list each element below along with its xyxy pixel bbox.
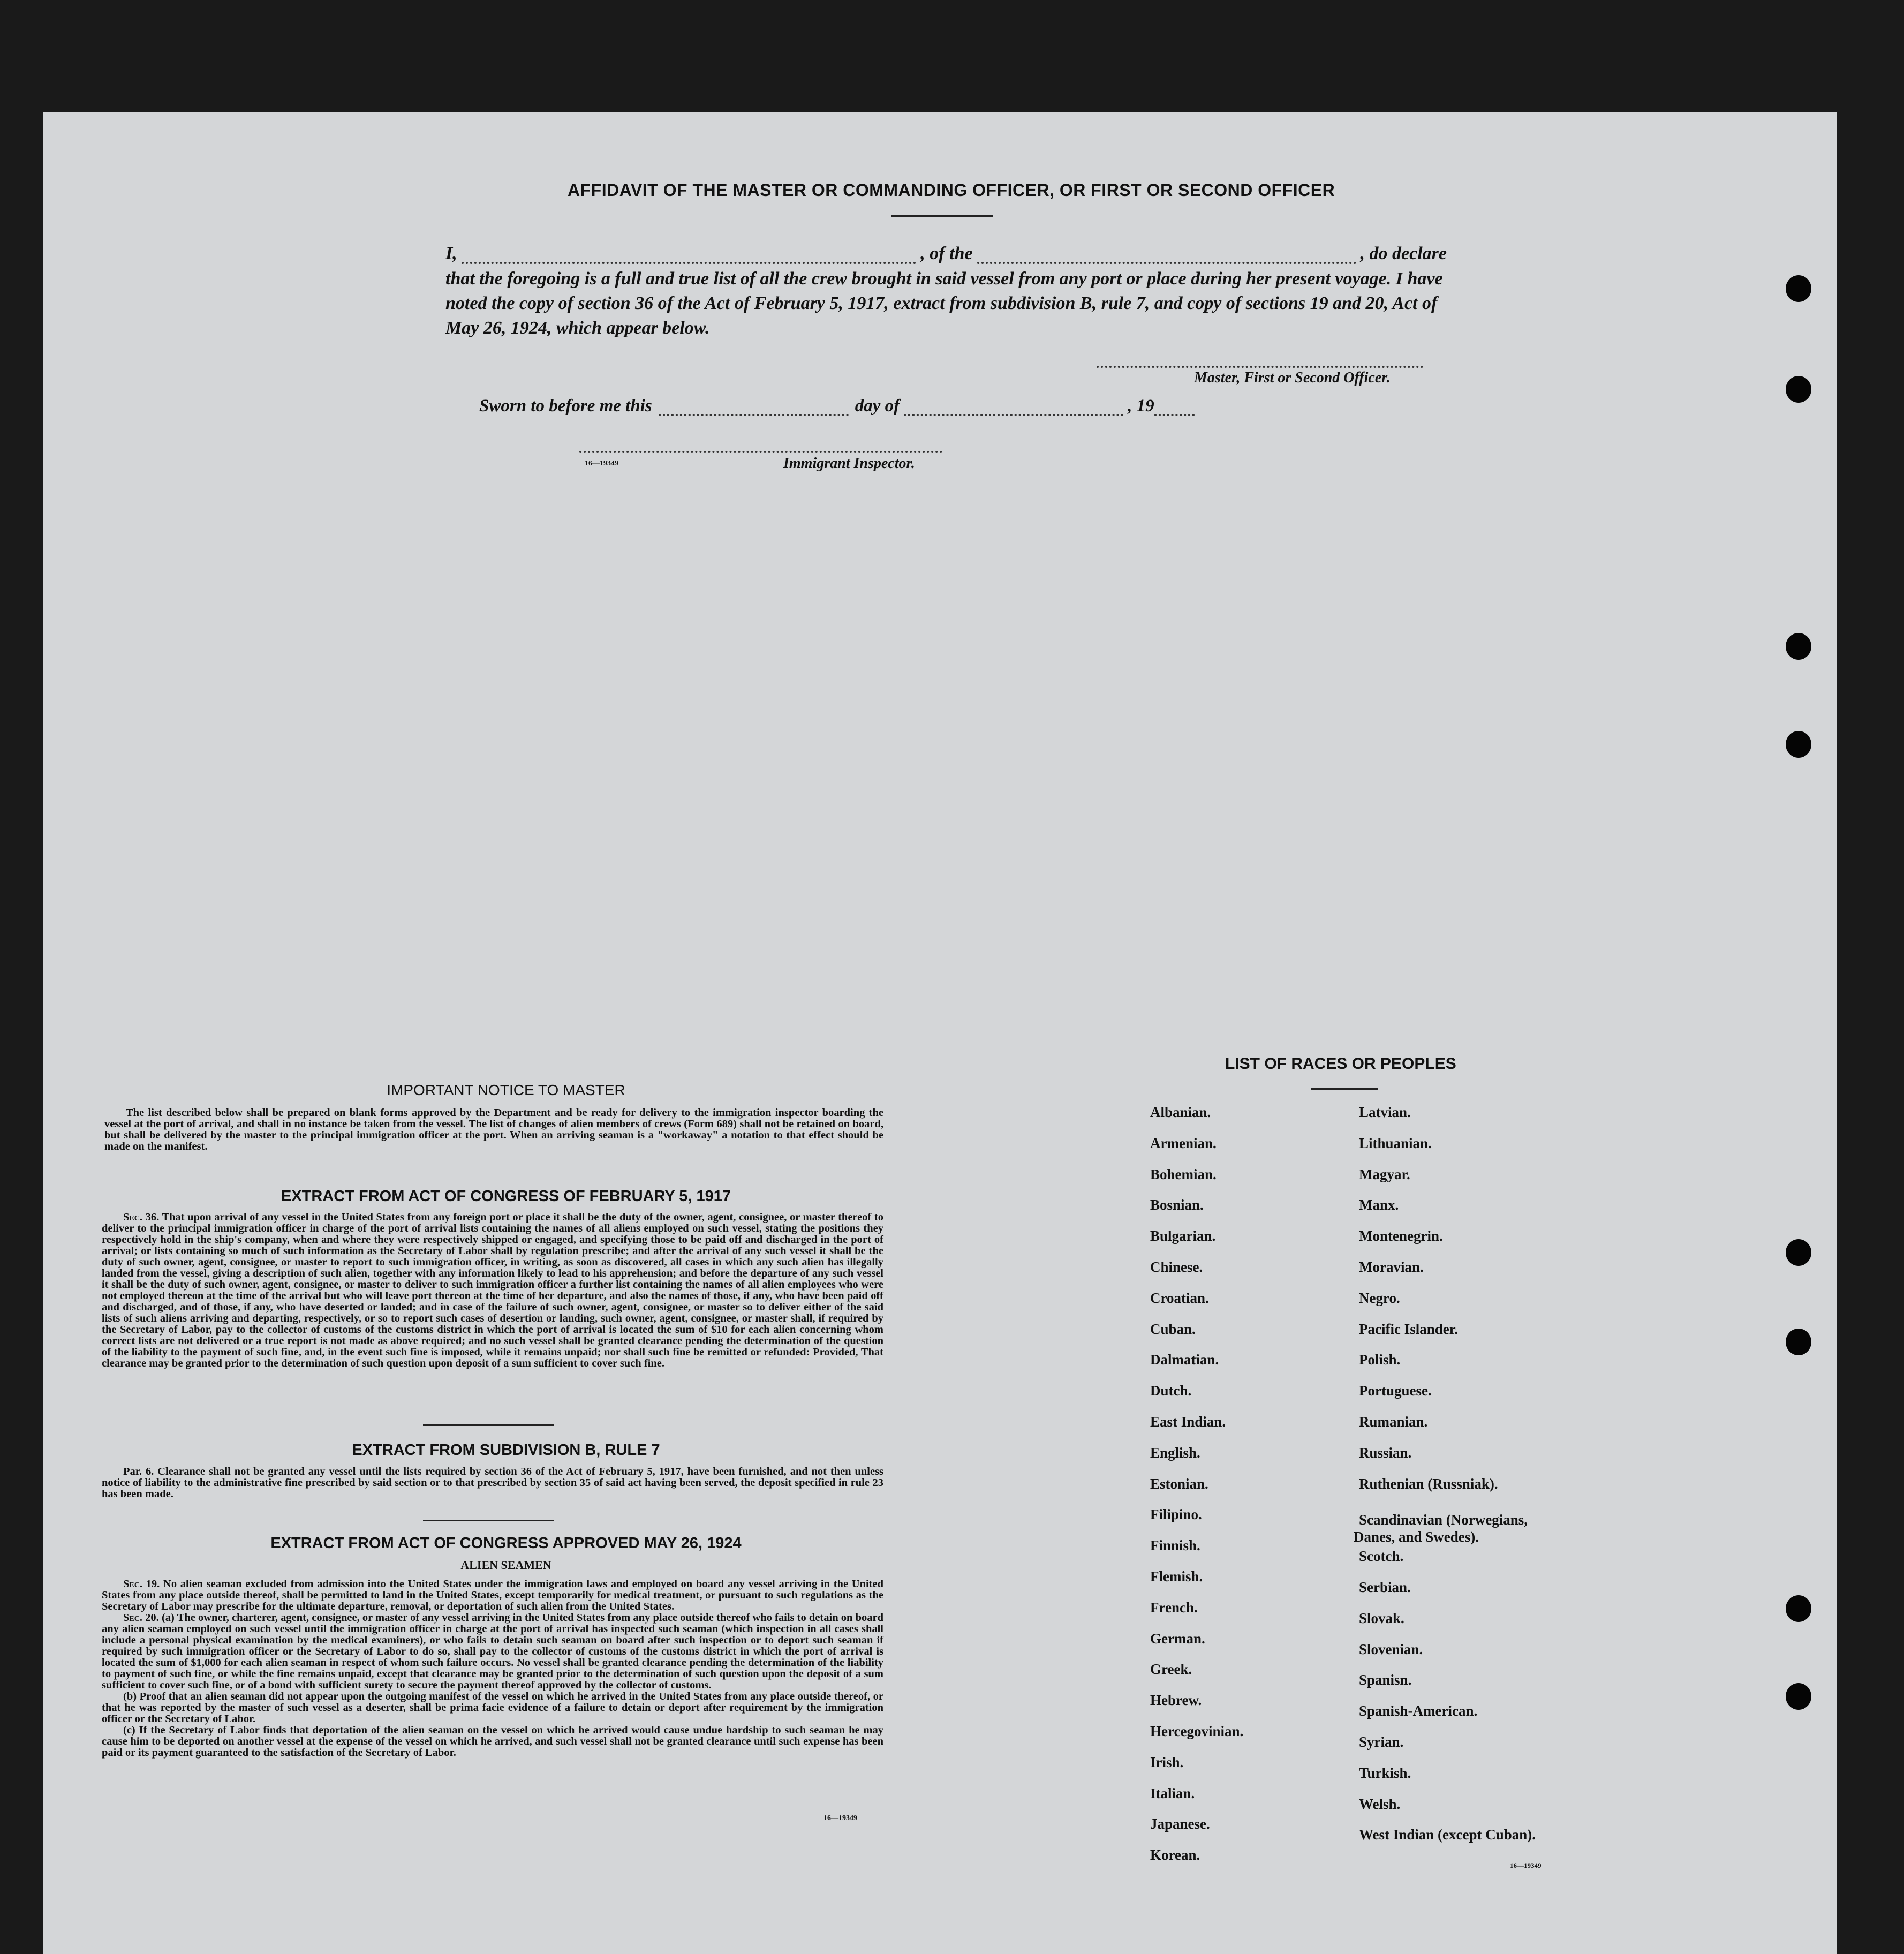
- race-item: Japanese.: [1150, 1816, 1210, 1832]
- races-title: LIST OF RACES OR PEOPLES: [1225, 1055, 1456, 1073]
- race-item: Dalmatian.: [1150, 1352, 1219, 1368]
- section-20c-text: (c) If the Secretary of Labor finds that deportation of the alien seaman on the vessel on which he arrived would cause undue hardship to such seaman he may cause him to be deported on another vessel at the expense of the vessel on which he arrived, and such vessel shall not be granted clearance until such expense has been paid or its payment guaranteed to the satisfaction of the Secretary of Labor.: [102, 1724, 883, 1759]
- rule-7-paragraph: Par. 6. Clearance shall not be granted any vessel until the lists required by section 36 of the Act of February 5, 1917, have been furnished, and not then unless notice of liability to the administrative fine prescribed by said section or to that prescribed by section 35 of said act having been served, the deposit specified in rule 23 has been made.: [102, 1466, 883, 1500]
- race-item: Greek.: [1150, 1661, 1192, 1678]
- section-label: Sec. 36.: [123, 1211, 160, 1223]
- section-19-text: No alien seaman excluded from admission into the United States under the immigration laws and employed on board any vessel arriving in the United States from any place outside thereof, shall be permitted to land in the United States, except temporarily for medical treatment, or pursuant to such regulations as the Secretary of Labor may prescribe for the ultimate departure, removal, or deportation of such alien from the United States.: [102, 1578, 883, 1612]
- race-item: Turkish.: [1359, 1764, 1411, 1781]
- sworn-year-field[interactable]: [1154, 409, 1195, 416]
- race-item: Danes, and Swedes).: [1354, 1529, 1479, 1545]
- race-item: Irish.: [1150, 1754, 1184, 1770]
- form-number: 16—19349: [585, 459, 618, 467]
- race-item: Scandinavian (Norwegians,: [1359, 1512, 1528, 1528]
- race-item: Pacific Islander.: [1359, 1321, 1458, 1337]
- rule-7-text: [102, 1466, 883, 1500]
- race-item: Russian.: [1359, 1444, 1412, 1461]
- sworn-line: [479, 396, 1195, 416]
- form-number: 16—19349: [1510, 1861, 1542, 1869]
- extract-1924-text: [102, 1579, 883, 1759]
- race-item: Spanish-American.: [1359, 1703, 1478, 1719]
- punch-hole: [1786, 275, 1811, 302]
- divider: [423, 1520, 554, 1521]
- section-20a-text: (a) The owner, charterer, agent, consignee, or master of any vessel arriving in the United States from any place outside thereof who fails to detain on board any alien seaman employed on such vessel until the immigration officer in charge at the port of arrival has inspected such seaman (which inspection in all cases shall include a personal physical examination by the medical examiners), or who fails to detain such seaman on board after such inspection or to deport such seaman if required by such immigration officer or the Secretary of Labor to do so, shall pay to the collector of customs of the customs district in which the port of arrival is located the sum of $1,000 for each alien seaman in respect of whom such failure occurs. No vessel shall be granted clearance pending the determination of the liability to payment of such fine, or while the fine remains unpaid, except that clearance may be granted prior to the determination of such question upon the deposit of a sum sufficient to cover such fine, or of a bond with sufficient surety to secure the payment thereof approved by the collector of customs.: [102, 1612, 883, 1691]
- section-label: Sec. 20.: [123, 1612, 159, 1624]
- race-item: Croatian.: [1150, 1289, 1209, 1306]
- affidavit-body: that the foregoing is a full and true list of all the crew brought in said vessel from any port or place during her present voyage. I have noted the copy of section 36 of the Act of February 5, 1917, extract from subdivision B, rule 7, and copy of sections 19 and 20, Act of May 26, 1924, which appear below.: [445, 269, 1443, 338]
- extract-1924-title: EXTRACT FROM ACT OF CONGRESS APPROVED MAY 26, 1924: [270, 1535, 742, 1552]
- signature-label: Master, First or Second Officer.: [1194, 369, 1391, 386]
- punch-hole: [1786, 633, 1811, 660]
- race-item: Latvian.: [1359, 1104, 1411, 1120]
- race-item: Lithuanian.: [1359, 1135, 1432, 1151]
- race-item: Montenegrin.: [1359, 1228, 1443, 1244]
- race-item: Hebrew.: [1150, 1692, 1202, 1709]
- extract-1917-text: [102, 1212, 883, 1369]
- affidavit-declaration-line: [445, 244, 1447, 264]
- punch-hole: [1786, 376, 1811, 403]
- inspector-label: Immigrant Inspector.: [783, 455, 915, 472]
- punch-hole: [1786, 1683, 1811, 1710]
- sworn-prefix: Sworn to before me this: [479, 396, 652, 416]
- race-item: French.: [1150, 1599, 1198, 1616]
- race-item: Filipino.: [1150, 1506, 1202, 1523]
- race-item: Polish.: [1359, 1352, 1401, 1368]
- race-item: Ruthenian (Russniak).: [1359, 1475, 1498, 1492]
- race-item: German.: [1150, 1630, 1205, 1647]
- section-36-text: That upon arrival of any vessel in the United States from any foreign port or place it shall be the duty of the owner, agent, consignee, or master thereof to deliver to the principal immigration officer in charge of the port of arrival lists containing the names of all aliens employed on such vessel, stating the positions they respectively hold in the ship's company, when and where they were respectively shipped or engaged, and specifying those to be paid off and discharged in the port of arrival; or lists containing so much of such information as the Secretary of Labor shall by regulation prescribe; and after the arrival of any such vessel it shall be the duty of such owner, agent, consignee, or master to report to such immigration officer, in writing, as soon as discovered, all cases in which any such alien has illegally landed from the vessel, giving a description of such alien, together with any information likely to lead to his apprehension; and before the departure of any such vessel it shall be the duty of such owner, agent, consignee, or master to deliver to such immigration officer a further list containing the names of all alien employees who were not employed thereon at the time of the arrival but who will leave port thereon at the time of her departure, and also the names of those, if any, who have been paid off and discharged, and of those, if any, who have deserted or landed; and in case of the failure of such owner, agent, consignee, or master so to deliver either of the said lists of such aliens arriving and departing, respectively, or so to report such cases of desertion or landing, such owner, agent, consignee, or master shall, if required by the Secretary of Labor, pay to the collector of customs of the customs district in which the port of arrival is located the sum of $10 for each alien concerning whom correct lists are not delivered or a true report is not made as above required; and no such vessel shall be granted clearance pending the determination of the question of the liability to the payment of such fine, and, in the event such fine is imposed, while it remains unpaid; nor shall such fine be remitted or refunded: Provided, That clearance may be granted prior to the determination of such question upon deposit of a sum sufficient to cover such fine.: [102, 1211, 883, 1369]
- declarant-prefix: I,: [445, 244, 457, 263]
- race-item: Flemish.: [1150, 1568, 1203, 1585]
- rule-7-title: EXTRACT FROM SUBDIVISION B, RULE 7: [352, 1442, 660, 1459]
- declare-label: , do declare: [1360, 244, 1447, 263]
- race-item: Hercegovinian.: [1150, 1723, 1244, 1739]
- race-item: Estonian.: [1150, 1475, 1208, 1492]
- notice-text: [104, 1107, 883, 1152]
- race-item: Korean.: [1150, 1847, 1200, 1864]
- notice-paragraph: The list described below shall be prepared on blank forms approved by the Department and be ready for delivery to the immigration inspector boarding the vessel at the port of arrival, and shall in no instance be taken from the vessel. The list of changes of alien members of crews (Form 689) shall not be retained on board, but shall be delivered by the master to the principal immigration officer at the port. When an arriving seaman is a "workaway" a notation to that effect should be made on the manifest.: [104, 1107, 883, 1152]
- alien-seamen-subtitle: ALIEN SEAMEN: [460, 1558, 551, 1572]
- of-the-label: , of the: [920, 244, 973, 263]
- section-label: Sec. 19.: [123, 1578, 160, 1590]
- race-item: Finnish.: [1150, 1537, 1200, 1554]
- race-item: East Indian.: [1150, 1414, 1226, 1430]
- sworn-year-label: , 19: [1128, 396, 1154, 416]
- race-item: Scotch.: [1359, 1548, 1404, 1565]
- extract-1917-title: EXTRACT FROM ACT OF CONGRESS OF FEBRUARY 5, 1917: [281, 1188, 731, 1205]
- race-item: Rumanian.: [1359, 1414, 1428, 1430]
- race-item: Dutch.: [1150, 1383, 1192, 1399]
- race-item: Italian.: [1150, 1785, 1195, 1801]
- punch-hole: [1786, 731, 1811, 758]
- race-item: Chinese.: [1150, 1259, 1203, 1275]
- signature-line[interactable]: [1097, 366, 1423, 368]
- vessel-field[interactable]: [977, 256, 1356, 264]
- race-item: Bulgarian.: [1150, 1228, 1216, 1244]
- race-item: Cuban.: [1150, 1321, 1196, 1337]
- name-field[interactable]: [462, 256, 917, 264]
- section-20b-text: (b) Proof that an alien seaman did not appear upon the outgoing manifest of the vessel on which he arrived in the United States from any place outside thereof, or that he was reported by the master of such vessel as a deserter, shall be prima facie evidence of a failure to detain or deport after requirement by the immigration officer or the Secretary of Labor.: [102, 1691, 883, 1725]
- punch-hole: [1786, 1239, 1811, 1266]
- race-item: Moravian.: [1359, 1259, 1424, 1275]
- race-item: Manx.: [1359, 1197, 1399, 1213]
- divider: [891, 215, 993, 217]
- punch-hole: [1786, 1595, 1811, 1622]
- inspector-signature-line[interactable]: [579, 451, 942, 453]
- race-item: Slovenian.: [1359, 1641, 1423, 1657]
- race-item: Magyar.: [1359, 1166, 1410, 1182]
- sworn-day-label: day of: [855, 396, 900, 416]
- sworn-month-field[interactable]: [904, 409, 1123, 416]
- race-item: Negro.: [1359, 1289, 1400, 1306]
- race-item: Serbian.: [1359, 1579, 1411, 1595]
- form-number: 16—19349: [823, 1814, 857, 1822]
- notice-title: IMPORTANT NOTICE TO MASTER: [387, 1082, 625, 1098]
- race-item: English.: [1150, 1444, 1200, 1461]
- race-item: Slovak.: [1359, 1610, 1404, 1626]
- race-item: Spanisn.: [1359, 1672, 1412, 1688]
- race-item: Bohemian.: [1150, 1166, 1217, 1182]
- race-item: West Indian (except Cuban).: [1359, 1827, 1536, 1843]
- race-item: Welsh.: [1359, 1795, 1401, 1812]
- race-item: Bosnian.: [1150, 1197, 1204, 1213]
- punch-hole: [1786, 1329, 1811, 1355]
- race-item: Armenian.: [1150, 1135, 1217, 1151]
- divider: [1311, 1088, 1378, 1090]
- sworn-day-field[interactable]: [659, 409, 849, 416]
- race-item: Albanian.: [1150, 1104, 1211, 1120]
- affidavit-title: AFFIDAVIT OF THE MASTER OR COMMANDING OFFICER, OR FIRST OR SECOND OFFICER: [568, 180, 1335, 200]
- race-item: Portuguese.: [1359, 1383, 1432, 1399]
- race-item: Syrian.: [1359, 1734, 1404, 1750]
- divider: [423, 1424, 554, 1426]
